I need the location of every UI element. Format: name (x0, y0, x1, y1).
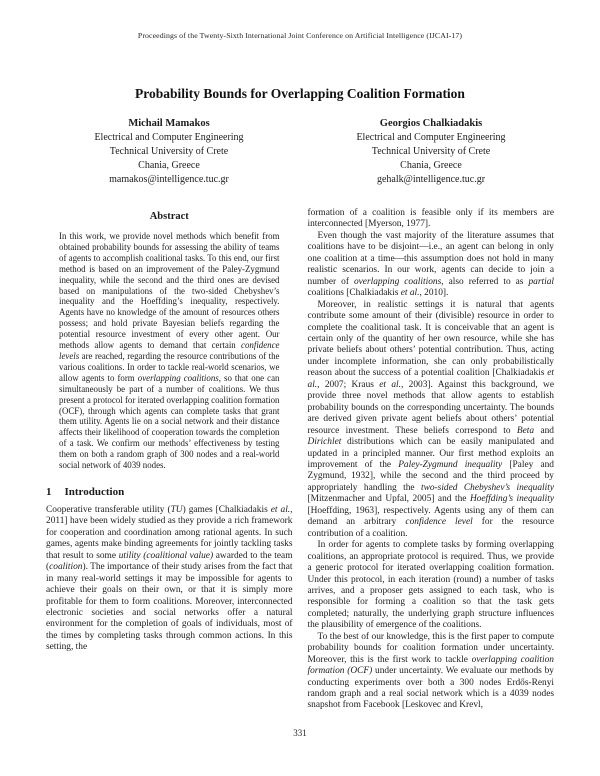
running-header: Proceedings of the Twenty-Sixth International Joint Conference on Artificial Intelligence (IJCAI-17) (137, 31, 463, 40)
author-affiliation-line: Technical University of Crete (109, 146, 229, 157)
paragraph: Moreover, in realistic settings it is natural that agents contribute some amount of their (divisible) resource in order to complete the coalitional task. It is conceivable that an agent is certain only of the quantity of her own resource, while she has private beliefs about others’ potential contribution. Thus, acting under incomplete information, she can only probabilistically reason about the success of a potential coalition [Chalkiadakis et al., 2007; Kraus et al., 2003]. Against this background, we provide three novel methods that allow agents to establish probability bounds on the corresponding uncertainty. The bounds are derived given private agent beliefs about others’ potential resource investment. These beliefs correspond to Beta and Dirichlet distributions which can be easily manipulated and updated in a principled manner. Our first method exploits an improvement of the Paley-Zygmund inequality [Paley and Zygmund, 1932], while the second and the third proceed by appropriately handling the two-sided Chebyshev’s inequality [Mitzenmacher and Upfal, 2005] and the Hoeffding’s inequality [Hoeffding, 1963], respectively. Agents using any of them can demand an arbitrary confidence level for the resource contribution of a coalition. (307, 299, 554, 539)
paragraph-continuation: formation of a coalition is feasible only if its members are interconnected [Myerson, 1977]. (307, 208, 554, 230)
paragraph: To the best of our knowledge, this is the first paper to compute probability bounds for coalition formation under uncertainty. Moreover, this is the first work to tackle overlapping coalition formation (OCF) under uncertainty. We evaluate our methods by conducting experiments over both a 300 nodes Erdős-Renyi random graph and a real social network which is a 4039 nodes snapshot from Facebook [Leskovec and Krevl, (307, 631, 554, 711)
author-affiliation-line: Technical University of Crete (371, 146, 491, 157)
author-2 (317, 117, 545, 187)
section-heading-introduction (46, 486, 293, 498)
author-affiliation-line: Chania, Greece (400, 160, 462, 171)
authors-block (0, 117, 600, 187)
author-affiliation-line: Electrical and Computer Engineering (356, 132, 506, 143)
abstract-heading: Abstract (149, 211, 189, 222)
left-column (46, 208, 293, 712)
author-1 (55, 117, 283, 187)
author-name: Georgios Chalkiadakis (379, 118, 483, 129)
section-title: Introduction (64, 485, 125, 498)
page-number: 331 (293, 728, 307, 738)
author-email: mamakos@intelligence.tuc.gr (109, 174, 229, 185)
section-number: 1 (46, 485, 52, 498)
intro-paragraph: Cooperative transferable utility (TU) games [Chalkiadakis et al., 2011] have been widely studied as they provide a rich framework for cooperation and coordination among rational agents. In such games, agents make binding agreements for jointly tackling tasks that result to some utility (coalitional value) awarded to the team (coalition). The importance of their study arises from the fact that in many real-world settings it may be impossible for agents to achieve their goals on their own, or that it is simply more profitable for them to form coalitions. Moreover, interconnected electronic societies and social networks offer a natural environment for the completion of goals of individuals, most of the times by completing tasks through common actions. In this setting, the (46, 504, 293, 653)
paragraph: In order for agents to complete tasks by forming overlapping coalitions, an appropriate protocol is required. Thus, we provide a generic protocol for iterated overlapping coalition formation. Under this protocol, in each iteration (round) a number of tasks arrives, and a proposer gets assigned to each task, who is responsible for forming a coalition so that the task gets completed; naturally, the underlying graph structure influences the plausibility of emergence of the coalitions. (307, 540, 554, 631)
author-name: Michail Mamakos (128, 118, 210, 129)
paragraph: Even though the vast majority of the literature assumes that coalitions have to be disjoint—i.e., an agent can belong in only one coalition at a time—this assumption does not hold in many realistic scenarios. In our work, agents can decide to join a number of overlapping coalitions, also referred to as partial coalitions [Chalkiadakis et al., 2010]. (307, 230, 554, 299)
right-column (308, 208, 555, 712)
author-affiliation-line: Chania, Greece (138, 160, 200, 171)
abstract-text: In this work, we provide novel methods which benefit from obtained probability bounds for assessing the ability of teams of agents to accomplish coalitional tasks. To this end, our first method is based on an improvement of the Paley-Zygmund inequality, while the second and the third ones are devised based on manipulations of the two-sided Chebyshev’s inequality and the Hoeffding’s inequality, respectively. Agents have no knowledge of the amount of resources others possess; and hold private Bayesian beliefs regarding the potential resource investment of every other agent. Our methods allow agents to demand that certain confidence levels are reached, regarding the resource contributions of the various coalitions. In order to tackle real-world scenarios, we allow agents to form overlapping coalitions, so that one can simultaneously be part of a number of coalitions. We thus present a protocol for iterated overlapping coalition formation (OCF), through which agents can complete tasks that grant them utility. Agents lie on a social network and their distance affects their likelihood of cooperation towards the completion of a task. We confirm our methods’ effectiveness by testing them on both a random graph of 300 nodes and a real-world social network of 4039 nodes. (59, 231, 280, 471)
two-column-body (0, 208, 600, 712)
paper-title: Probability Bounds for Overlapping Coalition Formation (135, 86, 465, 101)
author-email: gehalk@intelligence.tuc.gr (376, 174, 486, 185)
author-affiliation-line: Electrical and Computer Engineering (94, 132, 244, 143)
